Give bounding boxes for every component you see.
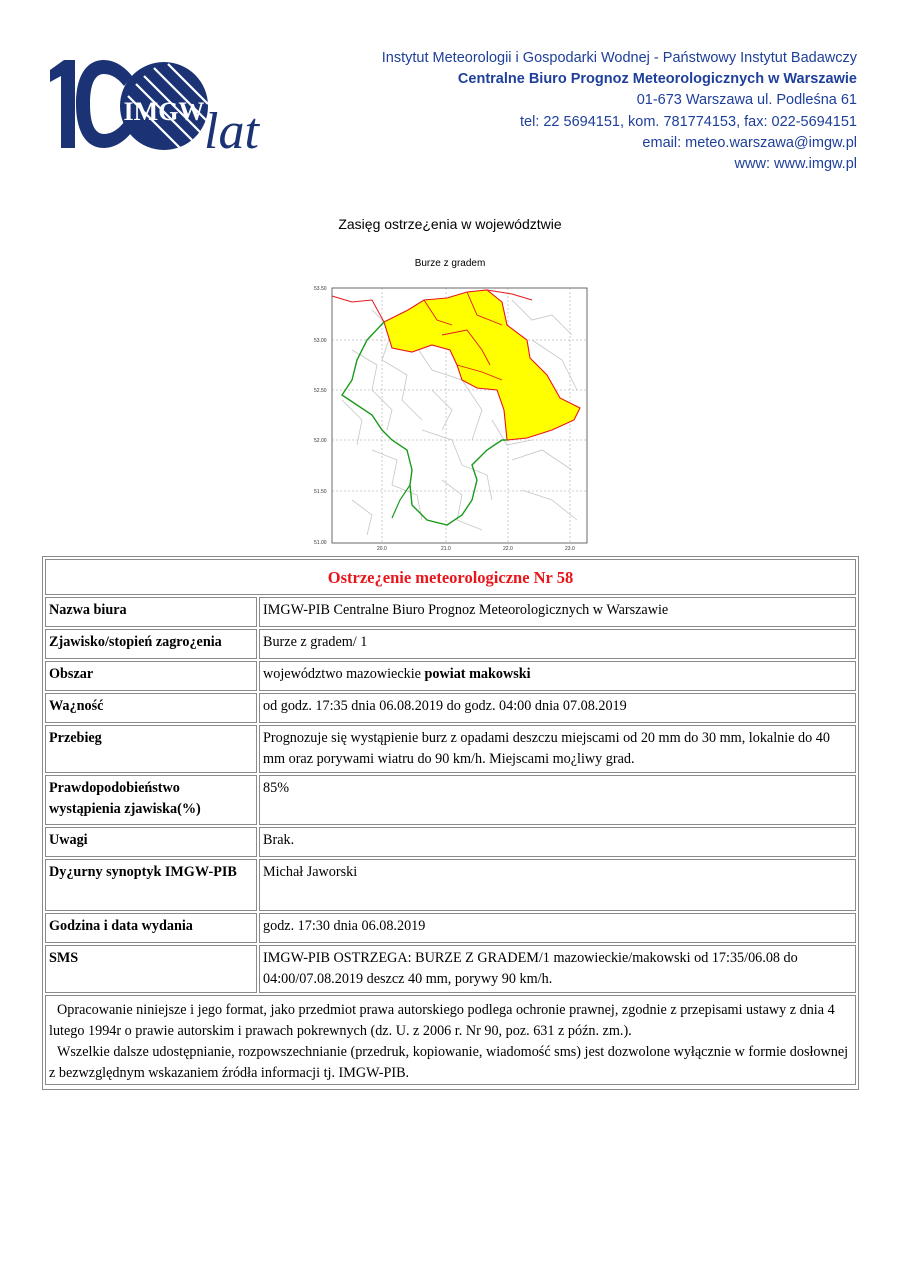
row-label-probability: Prawdopodobieństwo wystąpienia zjawiska(%) (45, 775, 257, 825)
logo-lat-text: lat (204, 103, 259, 156)
copyright-notice: Opracowanie niniejsze i jego format, jako przedmiot prawa autorskiego podlega ochronie prawnej, zgodnie z przepisami ustawy z dnia 4 lutego 1994r o prawie autorskim i prawach pokrewnych (dz. U. z 2006 r. Nr 90, poz. 631 z późn. zm.). (49, 1002, 835, 1039)
logo-brand-text: IMGW (123, 97, 205, 126)
row-label-remarks: Uwagi (45, 827, 257, 857)
y-tick-label: 53.50 (314, 286, 327, 292)
row-label-area: Obszar (45, 661, 257, 691)
row-value-phenomenon: Burze z gradem/ 1 (259, 629, 856, 659)
warning-area-map (312, 280, 592, 550)
y-tick-label: 52.00 (314, 438, 327, 444)
row-label-phenomenon: Zjawisko/stopień zagro¿enia (45, 629, 257, 659)
institute-name: Instytut Meteorologii i Gospodarki Wodnej - Państwowy Instytut Badawczy (381, 50, 857, 66)
area-district: powiat makowski (424, 666, 531, 682)
map-title: Zasięg ostrze¿enia w województwie (338, 216, 562, 232)
row-value-sms: IMGW-PIB OSTRZEGA: BURZE Z GRADEM/1 mazowieckie/makowski od 17:35/06.08 do 04:00/07.08.2019 deszcz 40 mm, porywy 90 km/h. (259, 945, 856, 993)
email-link[interactable]: email: meteo.warszawa@imgw.pl (642, 134, 857, 151)
y-tick-label: 52.50 (314, 388, 327, 394)
row-label-sms: SMS (45, 945, 257, 993)
row-value-forecaster: Michał Jaworski (259, 859, 856, 911)
y-tick-label: 51.00 (314, 540, 327, 546)
map-subtitle: Burze z gradem (414, 258, 486, 269)
x-tick-label: 22.0 (503, 546, 513, 550)
row-label-course: Przebieg (45, 725, 257, 773)
row-label-issued: Godzina i data wydania (45, 913, 257, 943)
institute-header (297, 48, 857, 175)
row-label-forecaster: Dy¿urny synoptyk IMGW-PIB (45, 859, 257, 911)
phone: tel: 22 5694151, kom. 781774153, fax: 022-5694151 (520, 113, 857, 130)
address: 01-673 Warszawa ul. Podleśna 61 (636, 92, 857, 109)
row-value-validity: od godz. 17:35 dnia 06.08.2019 do godz. 04:00 dnia 07.08.2019 (259, 693, 856, 723)
row-value-issued: godz. 17:30 dnia 06.08.2019 (259, 913, 856, 943)
x-tick-label: 21.0 (441, 546, 451, 550)
row-label-office: Nazwa biura (45, 597, 257, 627)
area-province: województwo mazowieckie (263, 666, 421, 682)
row-value-probability: 85% (259, 775, 856, 825)
legal-footer (45, 995, 856, 1085)
distribution-notice: Wszelkie dalsze udostępnianie, rozpowszechnianie (przedruk, kopiowanie, wiadomość sms) jest dozwolone wyłącznie w formie dosłownej z bezwzględnym wskazaniem źródła informacji tj. IMGW-PIB. (49, 1044, 849, 1081)
y-tick-label: 51.50 (314, 489, 327, 495)
x-tick-label: 20.0 (377, 546, 387, 550)
warning-title: Ostrze¿enie meteorologiczne Nr 58 (45, 559, 856, 595)
warning-table (42, 556, 859, 1090)
website-link[interactable]: www: www.imgw.pl (734, 156, 857, 173)
row-value-area (259, 661, 856, 691)
y-tick-label: 53.00 (314, 338, 327, 344)
x-tick-label: 23.0 (565, 546, 575, 550)
row-value-course: Prognozuje się wystąpienie burz z opadami deszczu miejscami od 20 mm do 30 mm, lokalnie do 40 mm oraz porywami wiatru do 90 km/h. Miejscami mo¿liwy grad. (259, 725, 856, 773)
bureau-name: Centralne Biuro Prognoz Meteorologicznych w Warszawie (457, 71, 857, 88)
logo-digit-one (50, 60, 75, 148)
row-label-validity: Wa¿ność (45, 693, 257, 723)
row-value-office: IMGW-PIB Centralne Biuro Prognoz Meteorologicznych w Warszawie (259, 597, 856, 627)
row-value-remarks: Brak. (259, 827, 856, 857)
imgw-100-lat-logo (44, 56, 280, 156)
